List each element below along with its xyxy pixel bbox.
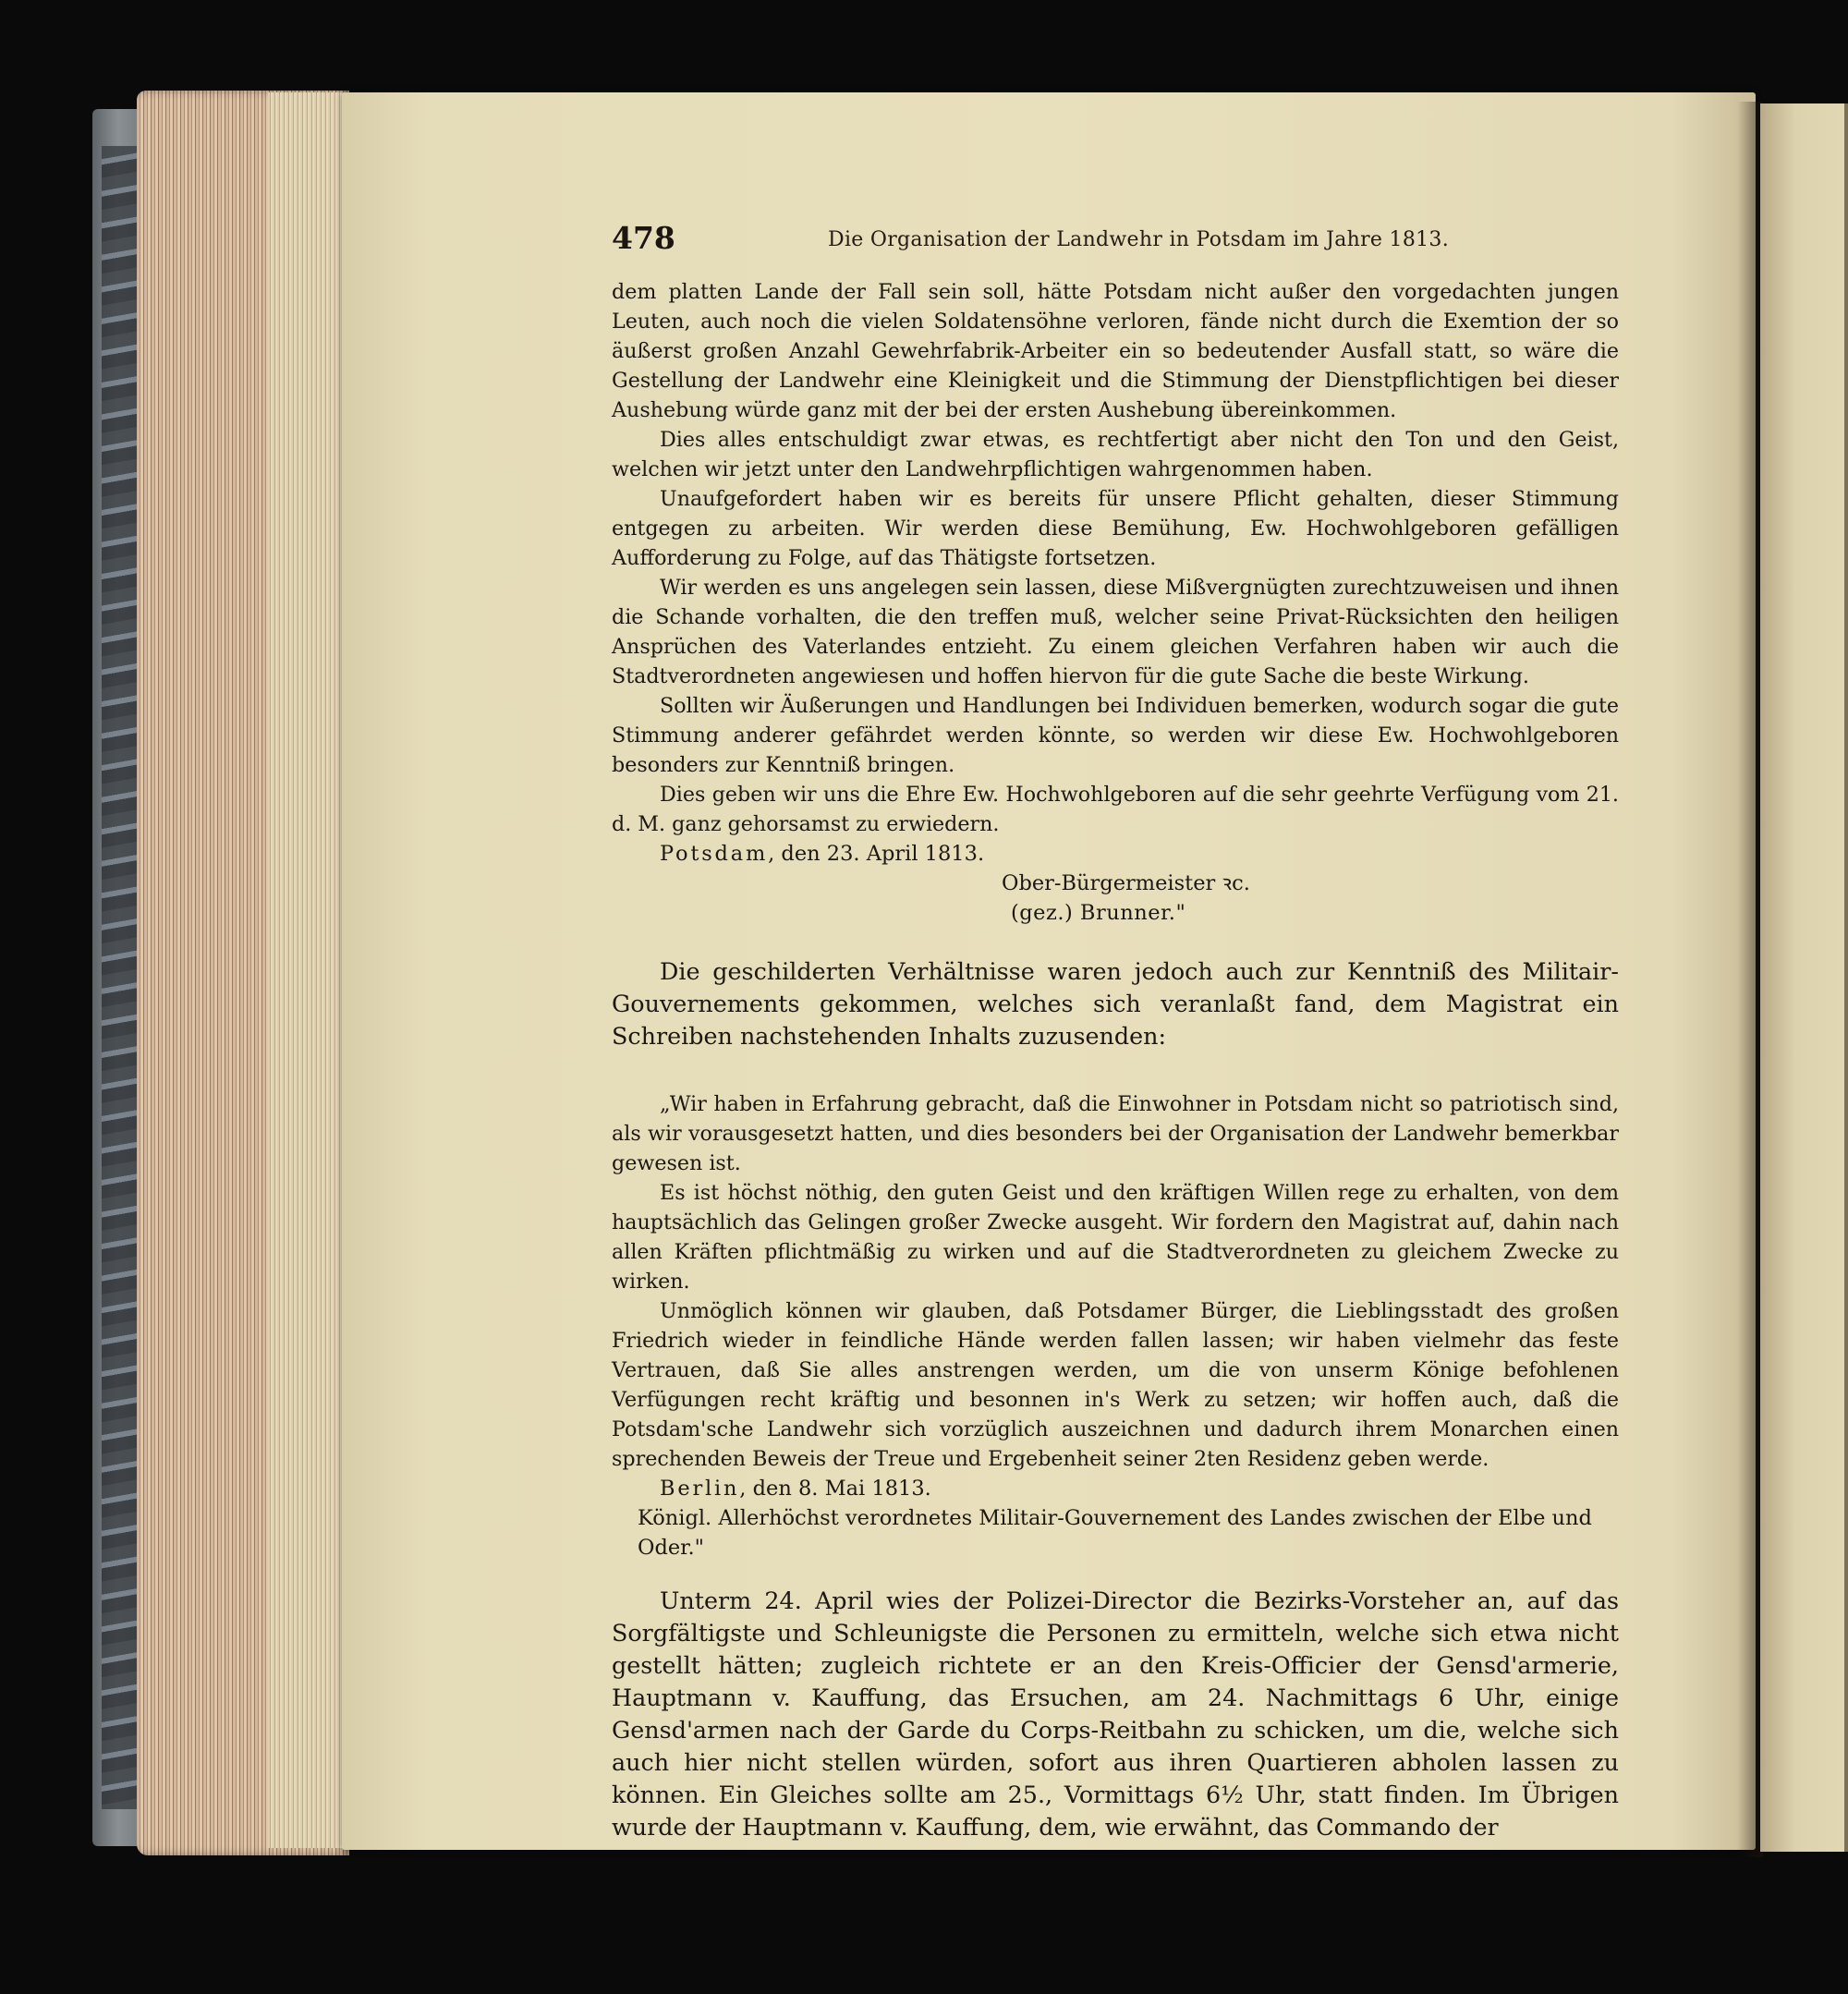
letter2-paragraph: Unmöglich können wir glauben, daß Potsdamer Bürger, die Lieblingsstadt des großen Friedrich wieder in feindliche Hände werden fallen lassen; wir haben vielmehr das feste Vertrauen, daß Sie alles anstrengen werden, um die von unserm Könige befohlenen Verfügungen recht kräftig und besonnen in's Werk zu setzen; wir hoffen auch, daß die Potsdam'sche Landwehr sich vorzüglich auszeichnen und dadurch ihrem Monarchen einen sprechenden Beweis der Treue und Ergebenheit seiner 2ten Residenz geben werde. (612, 1299, 1619, 1471)
letter2-paragraph: „Wir haben in Erfahrung gebracht, daß die Einwohner in Potsdam nicht so patriotisch sind, als wir vorausgesetzt hatten, und dies besonders bei der Organisation der Landwehr bemerkbar gewesen ist. (612, 1092, 1619, 1175)
dateline-date: , den 8. Mai 1813. (739, 1477, 931, 1501)
running-title: Die Organisation der Landwehr in Potsdam im Jahre 1813. (828, 228, 1449, 251)
spacer (612, 1052, 1619, 1089)
dateline-date: , den 23. April 1813. (768, 842, 985, 866)
letter1-paragraph: dem platten Lande der Fall sein soll, hätte Potsdam nicht außer den vorgedachten jungen Leuten, auch noch die vielen Soldatensöhne verloren, fände nicht durch die Exemtion der so äußerst großen Anzahl Gewehrfabrik-Arbeiter ein so bedeutender Ausfall statt, so wäre die Gestellung der Landwehr eine Kleinigkeit und die Stimmung der Dienstpflichtigen bei dieser Aushebung würde ganz mit der bei der ersten Aushebung übereinkommen. (612, 280, 1619, 422)
marbled-endpaper (102, 146, 139, 1809)
body-text (612, 277, 1619, 1843)
gutter-shadow (1737, 102, 1763, 1857)
dateline-place: Potsdam (660, 842, 769, 866)
signature-name: (gez.) Brunner." (1011, 901, 1186, 925)
spacer (612, 1562, 1619, 1585)
letter1-paragraph: Sollten wir Äußerungen und Handlungen bei Individuen bemerken, wodurch sogar die gute Stimmung anderer gefährdet werden könnte, so werden wir diese Ew. Hochwohlgeboren besonders zur Kenntniß bringen. (612, 694, 1619, 777)
page-number: 478 (612, 220, 675, 256)
dateline-place: Berlin (660, 1477, 740, 1501)
right-page-sliver (1760, 103, 1848, 1852)
narrative-paragraph: Die geschilderten Verhältnisse waren jedoch auch zur Kenntniß des Militair-Gouvernements gekommen, welches sich veranlaßt fand, dem Magistrat ein Schreiben nachstehenden Inhalts zuzusenden: (612, 957, 1619, 1050)
narrative-paragraph: Unterm 24. April wies der Polizei-Director die Bezirks-Vorsteher an, auf das Sorgfältigste und Schleunigste die Personen zu ermitteln, welche sich etwa nicht gestellt hätten; zugleich richtete er an den Kreis-Officier der Gensd'armerie, Hauptmann v. Kauffung, das Ersuchen, am 24. Nachmittags 6 Uhr, einige Gensd'armen nach der Garde du Corps-Reitbahn zu schicken, um die, welche sich auch hier nicht stellen würden, sofort aus ihren Quartieren abholen lassen zu können. Ein Gleiches sollte am 25., Vormittags 6½ Uhr, statt finden. Im Übrigen wurde der Hauptmann v. Kauffung, dem, wie erwähnt, das Commando der (612, 1587, 1619, 1841)
right-page-edge (1844, 103, 1848, 1852)
letter1-paragraph: Dies alles entschuldigt zwar etwas, es rechtfertigt aber nicht den Ton und den Geist, welchen wir jetzt unter den Landwehrpflichtigen wahrgenommen haben. (612, 428, 1619, 481)
letter1-paragraph: Dies geben wir uns die Ehre Ew. Hochwohlgeboren auf die sehr geehrte Verfügung vom 21. d. M. ganz gehorsamst zu erwiedern. (612, 783, 1619, 836)
letter2-closing: Königl. Allerhöchst verordnetes Militair-Gouvernement des Landes zwischen der Elbe und Oder." (638, 1506, 1592, 1560)
letter1-paragraph: Unaufgefordert haben wir es bereits für unsere Pflicht gehalten, dieser Stimmung entgegen zu arbeiten. Wir werden diese Bemühung, Ew. Hochwohlgeboren gefälligen Aufforderung zu Folge, auf das Thätigste fortsetzen. (612, 487, 1619, 570)
letter2-dateline (612, 1474, 1619, 1503)
signature-title: Ober-Bürgermeister ꝛc. (1002, 871, 1250, 895)
letter1-paragraph: Wir werden es uns angelegen sein lassen, diese Mißvergnügten zurechtzuweisen und ihnen die Schande vorhalten, die den treffen muß, welcher seine Privat-Rücksichten den heiligen Ansprüchen des Vaterlandes entzieht. Zu einem gleichen Verfahren haben wir auch die Stadtverordneten angewiesen und hoffen hiervon für die gute Sache die beste Wirkung. (612, 576, 1619, 688)
letter2-paragraph: Es ist höchst nöthig, den guten Geist und den kräftigen Willen rege zu erhalten, von dem hauptsächlich das Gelingen großer Zwecke ausgeht. Wir fordern den Magistrat auf, dahin nach allen Kräften pflichtmäßig zu wirken und auf die Stadtverordneten zu gleichem Zwecke zu wirken. (612, 1181, 1619, 1294)
spacer (612, 928, 1619, 955)
running-head (612, 220, 1449, 257)
letter1-dateline (612, 839, 1619, 869)
